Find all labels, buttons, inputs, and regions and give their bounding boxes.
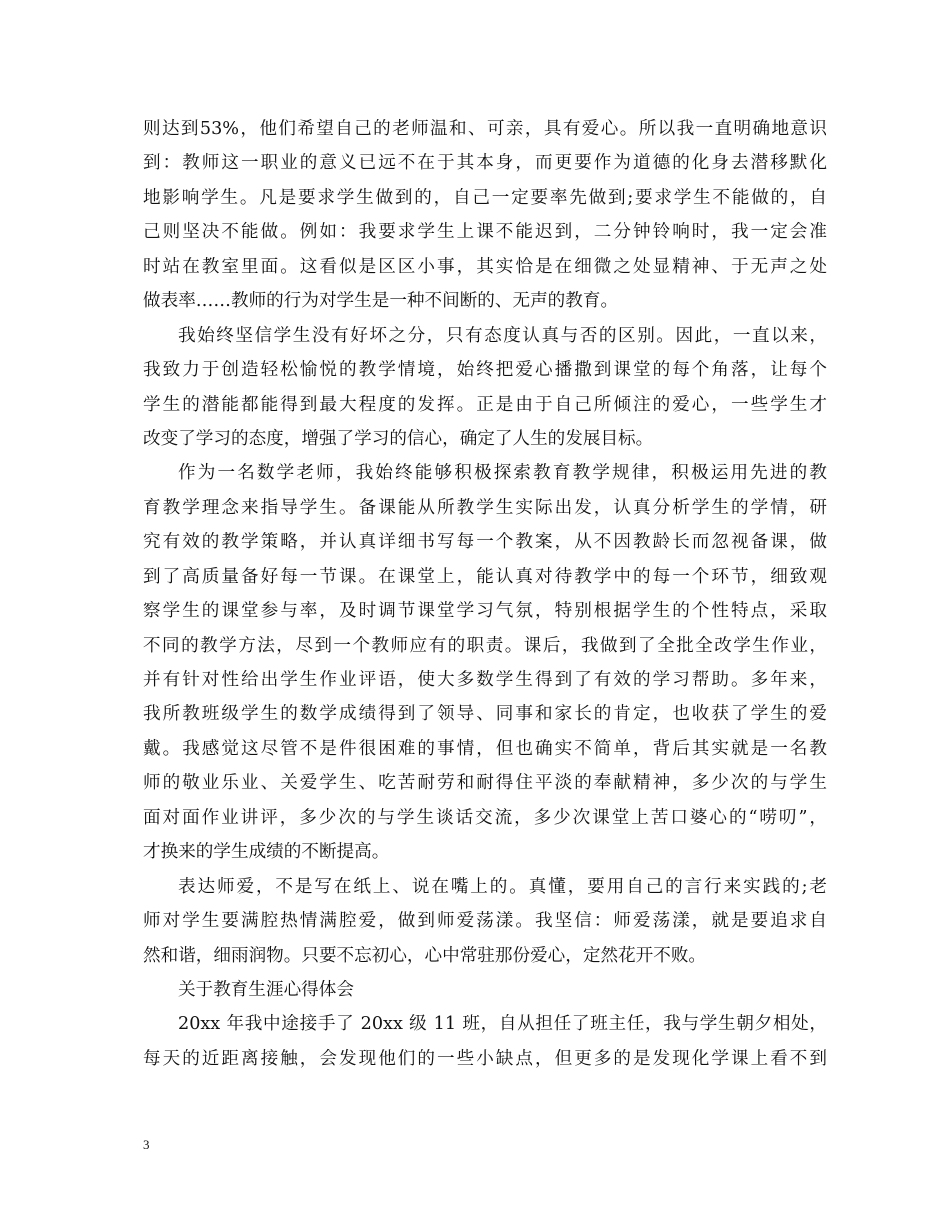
document-body: [143, 112, 827, 1076]
text-line: 己则坚决不能做。例如：我要求学生上课不能迟到，二分钟铃响时，我一定会准: [143, 222, 827, 243]
text-line: 学生的潜能都能得到最大程度的发挥。正是由于自己所倾注的爱心，一些学生才: [143, 394, 827, 415]
text-line: 不同的教学方法，尽到一个教师应有的职责。课后，我做到了全批全改学生作业，: [143, 635, 827, 656]
text-line: 师对学生要满腔热情满腔爱，做到师爱荡漾。我坚信：师爱荡漾，就是要追求自: [143, 911, 827, 932]
text-line: 育教学理念来指导学生。备课能从所教学生实际出发，认真分析学生的学情，研: [143, 497, 827, 518]
text-line: 关于教育生涯心得体会: [178, 979, 354, 1000]
text-line: 我始终坚信学生没有好坏之分，只有态度认真与否的区别。因此，一直以来，: [178, 325, 827, 346]
text-line: 每天的近距离接触，会发现他们的一些小缺点，但更多的是发现化学课上看不到: [143, 1048, 827, 1069]
text-line: 究有效的教学策略，并认真详细书写每一个教案，从不因教龄长而忽视备课，做: [143, 532, 827, 553]
text-line: 师的敬业乐业、关爱学生、吃苦耐劳和耐得住平淡的奉献精神，多少次的与学生: [143, 773, 827, 794]
text-line: 然和谐，细雨润物。只要不忘初心，心中常驻那份爱心，定然花开不败。: [143, 945, 707, 966]
text-line: 时站在教室里面。这看似是区区小事，其实恰是在细微之处显精神、于无声之处: [143, 256, 827, 277]
text-line: 地影响学生。凡是要求学生做到的，自己一定要率先做到;要求学生不能做的，自: [143, 187, 827, 208]
text-line: 到：教师这一职业的意义已远不在于其本身，而更要作为道德的化身去潜移默化: [143, 153, 827, 174]
text-line: 我所教班级学生的数学成绩得到了领导、同事和家长的肯定，也收获了学生的爱: [143, 704, 827, 725]
text-line: 并有针对性给出学生作业评语，使大多数学生得到了有效的学习帮助。多年来，: [143, 670, 827, 690]
text-line: 做表率……教师的行为对学生是一种不间断的、无声的教育。: [143, 291, 619, 312]
text-line: 到了高质量备好每一节课。在课堂上，能认真对待教学中的每一个环节，细致观: [143, 566, 827, 587]
text-line: 则达到53%，他们希望自己的老师温和、可亲，具有爱心。所以我一直明确地意识: [143, 119, 827, 139]
text-line: 表达师爱，不是写在纸上、说在嘴上的。真懂，要用自己的言行来实践的;老: [178, 876, 827, 897]
text-line: 才换来的学生成绩的不断提高。: [143, 842, 390, 863]
text-line: 作为一名数学老师，我始终能够积极探索教育教学规律，积极运用先进的教: [178, 463, 827, 484]
page-number: 3: [143, 1137, 150, 1152]
text-line: 察学生的课堂参与率，及时调节课堂学习气氛，特别根据学生的个性特点，采取: [143, 601, 827, 622]
text-line: 面对面作业讲评，多少次的与学生谈话交流，多少次课堂上苦口婆心的“唠叨”，: [143, 807, 827, 828]
text-line: 我致力于创造轻松愉悦的教学情境，始终把爱心播撒到课堂的每个角落，让每个: [143, 360, 827, 381]
text-line: 改变了学习的态度，增强了学习的信心，确定了人生的发展目标。: [143, 428, 654, 449]
text-line: 20xx 年我中途接手了 20xx 级 11 班，自从担任了班主任，我与学生朝夕相处，: [178, 1014, 827, 1035]
text-line: 戴。我感觉这尽管不是件很困难的事情，但也确实不简单，背后其实就是一名教: [143, 738, 827, 759]
